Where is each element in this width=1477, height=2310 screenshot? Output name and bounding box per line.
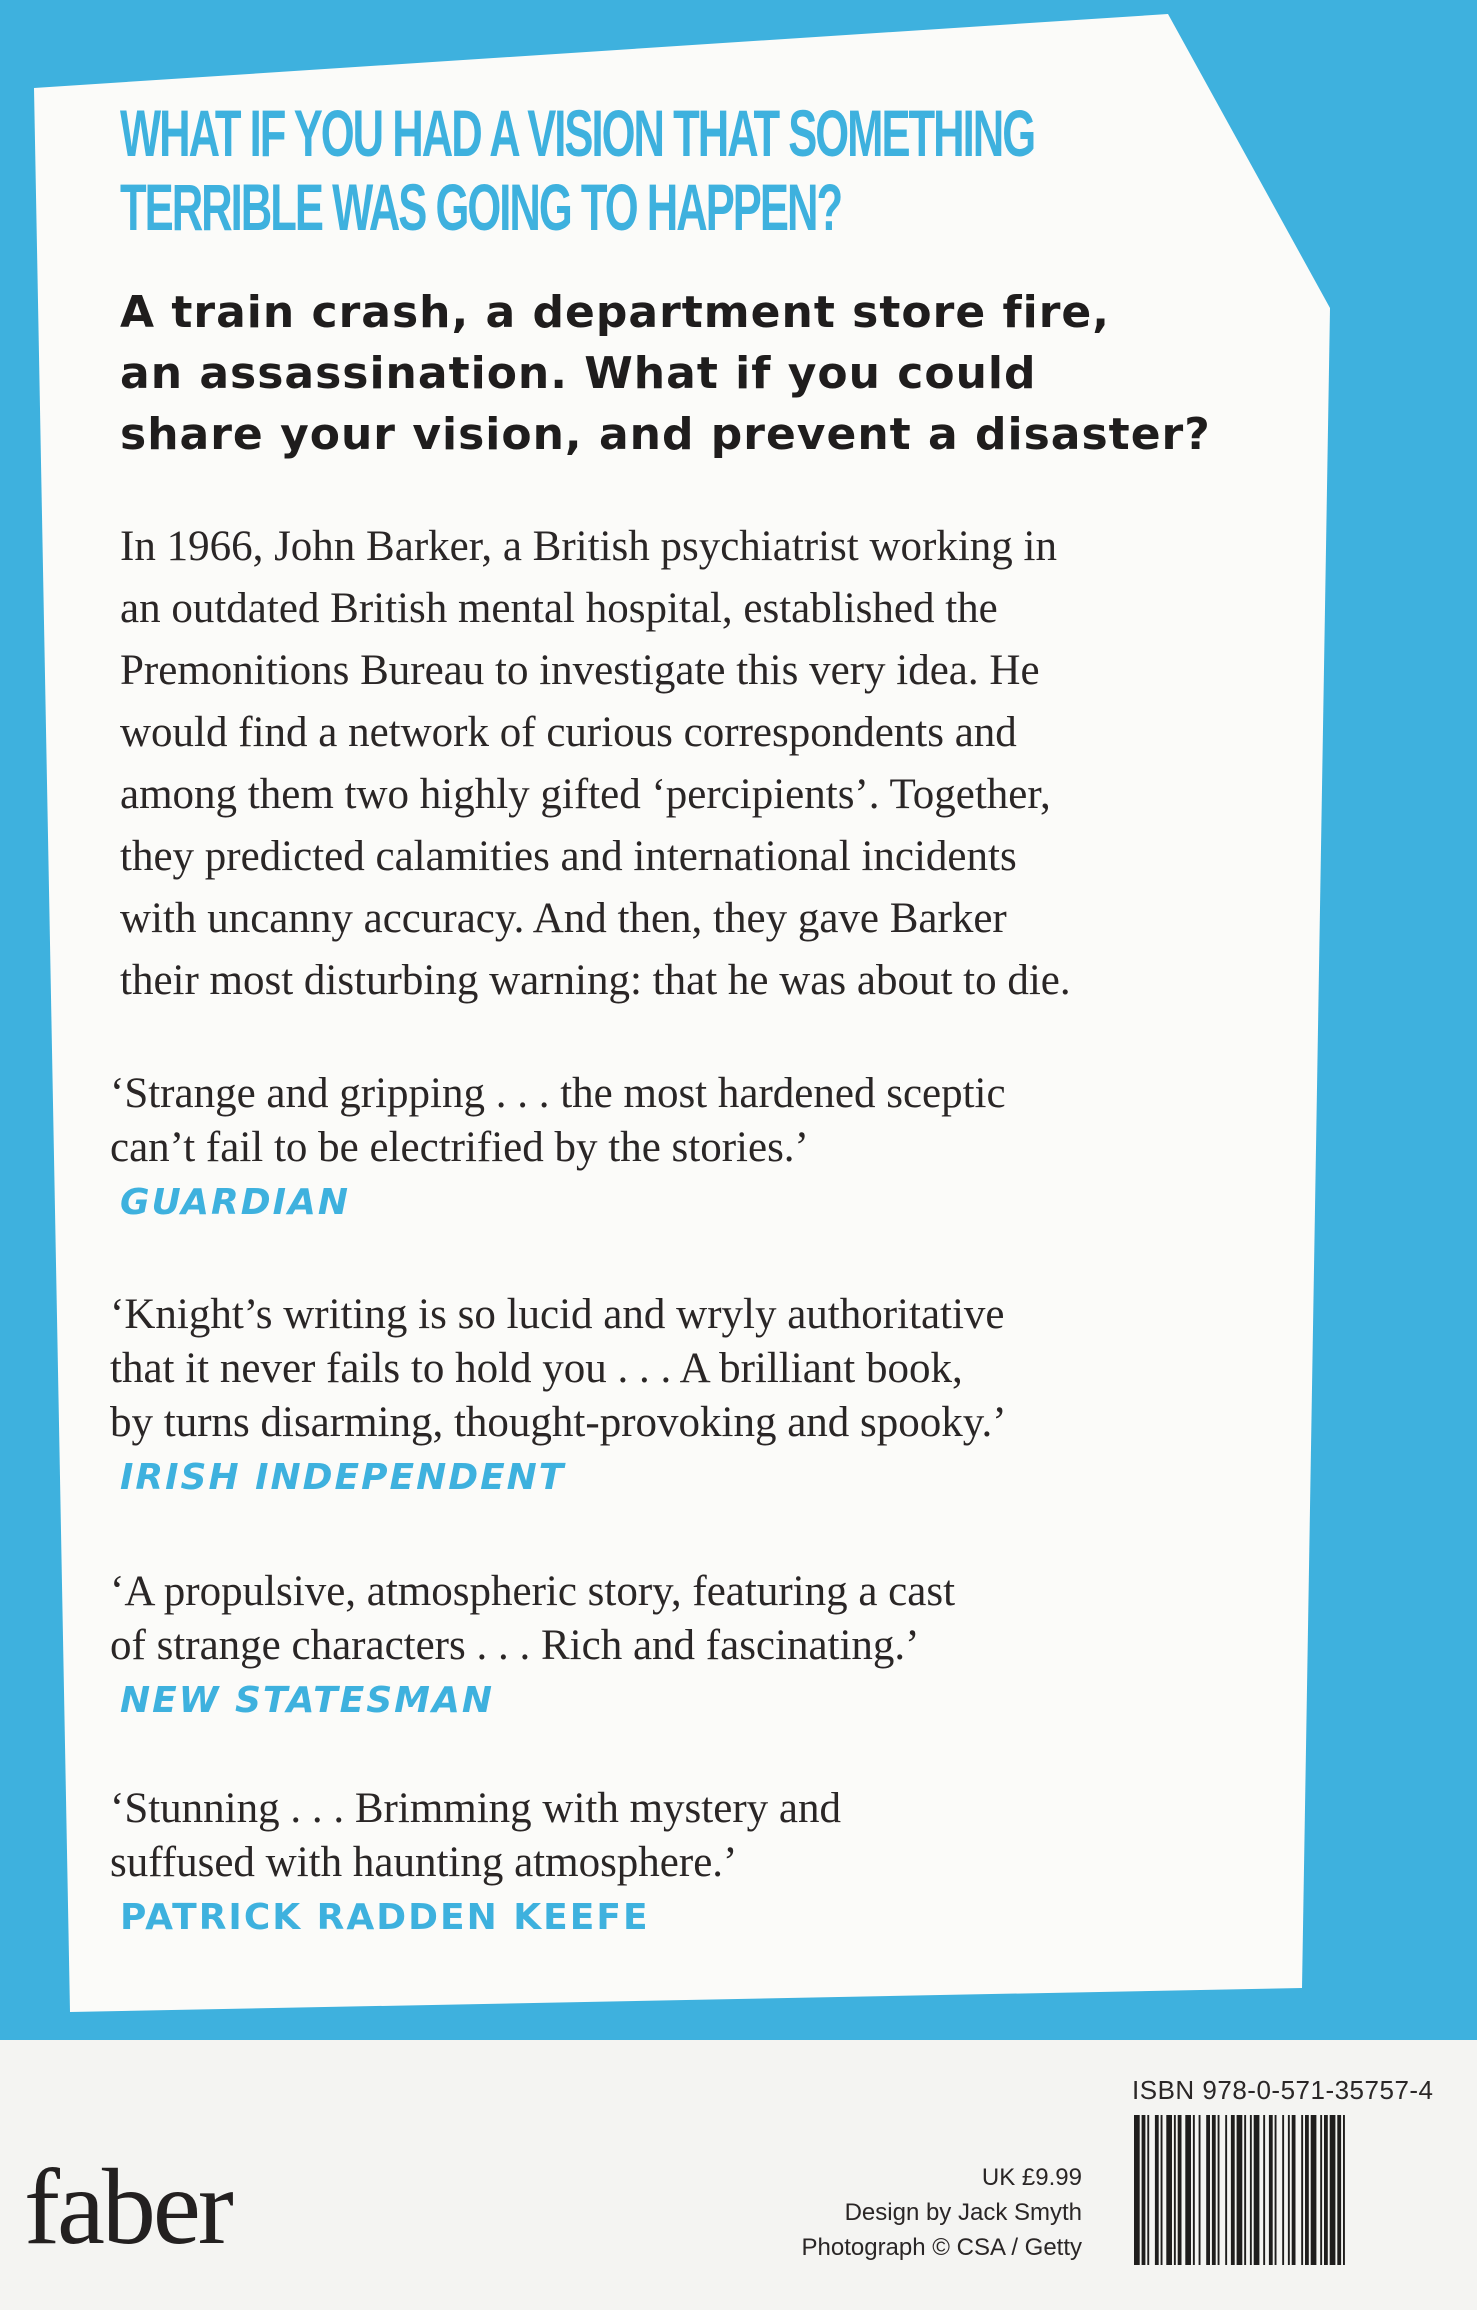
subhead-line-2: an assassination. What if you could (120, 348, 1037, 399)
barcode-bar (1311, 2115, 1317, 2265)
quote-line: can’t fail to be electrified by the stories.’ (110, 1124, 809, 1171)
blurb-line: would find a network of curious correspondents and (120, 709, 1017, 756)
photo-credit: Photograph © CSA / Getty (801, 2234, 1082, 2261)
price: UK £9.99 (981, 2164, 1082, 2191)
quote-source: PATRICK RADDEN KEEFE (120, 1897, 650, 1938)
barcode-bar (1178, 2115, 1182, 2265)
blurb-line: Premonitions Bureau to investigate this very idea. He (120, 647, 1040, 694)
barcode-bar (1161, 2115, 1163, 2265)
headline-line-2: TERRIBLE WAS GOING TO HAPPEN? (120, 170, 842, 244)
barcode-bar (1193, 2115, 1195, 2265)
barcode-bar (1254, 2115, 1260, 2265)
barcode-bar (1244, 2115, 1246, 2265)
barcode-bar (1263, 2115, 1265, 2265)
quote-line: of strange characters . . . Rich and fascinating.’ (110, 1622, 920, 1669)
subhead (120, 282, 1280, 465)
blurb-line: with uncanny accuracy. And then, they gave Barker (120, 895, 1007, 942)
barcode-bar (1212, 2115, 1216, 2265)
review-quote-guardian (110, 1067, 1260, 1225)
isbn-label: ISBN 978-0-571-35757-4 (1132, 2075, 1434, 2105)
barcode-bar (1320, 2115, 1322, 2265)
barcode-bar (1155, 2115, 1159, 2265)
blurb-line: their most disturbing warning: that he was about to die. (120, 957, 1071, 1004)
review-quote-irish-independent (110, 1288, 1260, 1500)
barcode-bar (1225, 2115, 1227, 2265)
barcode-bar (1147, 2115, 1149, 2265)
barcode-bar (1206, 2115, 1210, 2265)
barcode-bar (1237, 2115, 1243, 2265)
barcode-bar (1250, 2115, 1252, 2265)
quote-line: ‘Knight’s writing is so lucid and wryly authoritative (110, 1291, 1005, 1338)
credits-block (662, 2160, 1082, 2265)
review-quote-new-statesman (110, 1565, 1260, 1723)
barcode-bar (1218, 2115, 1220, 2265)
barcode-bar (1282, 2115, 1284, 2265)
design-credit: Design by Jack Smyth (844, 2199, 1082, 2226)
barcode (1130, 2115, 1448, 2265)
headline (120, 96, 1035, 244)
barcode-bar (1231, 2115, 1235, 2265)
subhead-line-1: A train crash, a department store fire, (120, 287, 1110, 338)
headline-line-1: WHAT IF YOU HAD A VISION THAT SOMETHING (120, 96, 1035, 170)
barcode-bar (1305, 2115, 1309, 2265)
barcode-bar (1324, 2115, 1328, 2265)
barcode-bar (1301, 2115, 1303, 2265)
quote-line: by turns disarming, thought-provoking and spooky.’ (110, 1399, 1007, 1446)
barcode-bar (1288, 2115, 1290, 2265)
barcode-bar (1292, 2115, 1296, 2265)
quote-line: ‘Strange and gripping . . . the most hardened sceptic (110, 1070, 1006, 1117)
barcode-bar (1134, 2115, 1140, 2265)
blurb-line: In 1966, John Barker, a British psychiatrist working in (120, 523, 1057, 570)
review-quote-patrick-radden-keefe (110, 1782, 1260, 1940)
barcode-bar (1269, 2115, 1273, 2265)
barcode-bar (1199, 2115, 1201, 2265)
barcode-bar (1174, 2115, 1176, 2265)
quote-source: NEW STATESMAN (120, 1680, 494, 1721)
book-blurb (120, 516, 1290, 1012)
subhead-line-3: share your vision, and prevent a disaster? (120, 409, 1211, 460)
barcode-bar (1166, 2115, 1172, 2265)
blurb-line: they predicted calamities and international incidents (120, 833, 1017, 880)
barcode-bar (1343, 2115, 1345, 2265)
blurb-line: among them two highly gifted ‘percipients’. Together, (120, 771, 1051, 818)
quote-line: ‘Stunning . . . Brimming with mystery and (110, 1785, 841, 1832)
barcode-bar (1330, 2115, 1336, 2265)
quote-line: suffused with haunting atmosphere.’ (110, 1839, 738, 1886)
publisher-logo: faber (24, 2148, 231, 2267)
quote-source: IRISH INDEPENDENT (120, 1457, 566, 1498)
blurb-line: an outdated British mental hospital, established the (120, 585, 998, 632)
quote-line: that it never fails to hold you . . . A brilliant book, (110, 1345, 963, 1392)
barcode-bar (1185, 2115, 1191, 2265)
barcode-bar (1337, 2115, 1341, 2265)
quote-source: GUARDIAN (120, 1182, 351, 1223)
barcode-bar (1142, 2115, 1146, 2265)
barcode-bar (1275, 2115, 1277, 2265)
quote-line: ‘A propulsive, atmospheric story, featuring a cast (110, 1568, 956, 1615)
